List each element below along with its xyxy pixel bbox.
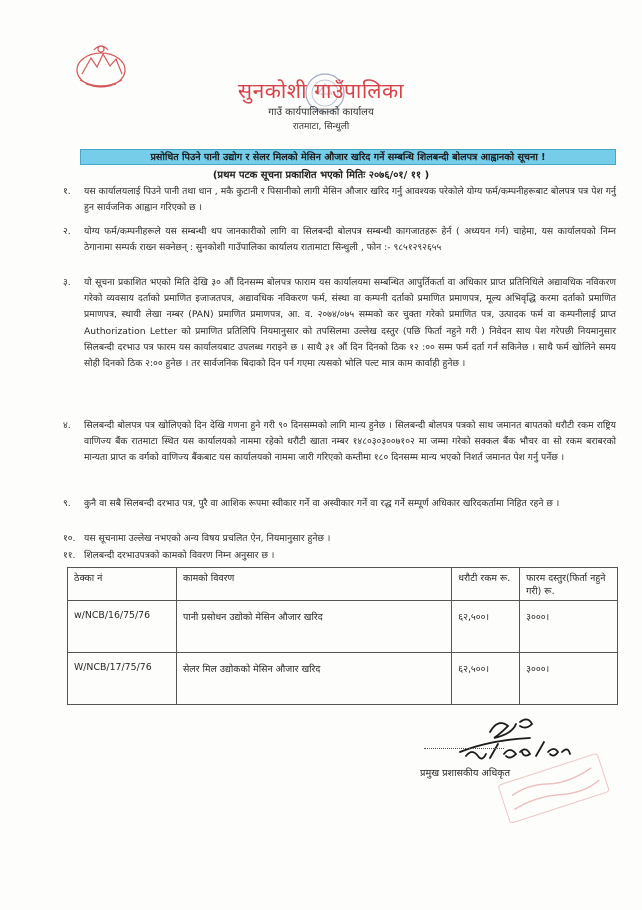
paragraph-text: यस सूचनामा उल्लेख नभएको अन्य विषय प्रचलित ऐन, नियमानुसार हुनेछ । (84, 533, 331, 544)
paragraph-number: १०. (63, 533, 76, 544)
cell-work-description: सेलर मिल उद्योकको मेसिन औजार खरिद (176, 653, 451, 705)
paragraph-text: यो सूचना प्रकाशित भएको मिति देखि ३० औं दिनसम्म बोलपत्र फाराम यस कार्यालयमा सम्बन्धित आपुर्तिकर्ता वा अधिकार प्राप्त प्रतिनिधिले अद्यावधिक नविकरण गरेको व्यवसाय दर्ताको प्रमाणित इजाजतपत्र, अद्यावधिक नविकरण फर्म, संस्था वा कम्पनी दर्ताको प्रमाणित प्रमाणपत्र, मूल्य अभिवृद्धि करमा दर्ताको प्रमाणित प्रमाणपत्र, स्थायी लेखा नम्बर (PAN) प्रमाणित प्रमाणपत्र, आ. व. २०७४/०७५ सम्मको कर चुक्ता गरेको प्रमाणित पत्र, उत्पादक फर्म वा कम्पनीलाई प्राप्त Authorization Letter को प्रमाणित प्रतिलिपि नियमानुसार को तपसिलमा उल्लेख दस्तुर (पछि फिर्ता नहुने गरी ) निवेदन साथ पेश गरेपछी नियमानुसार सिलबन्दी दरभाउ पत्र फारम यस कार्यालयबाट उपलब्ध गराइने छ । साथै ३१ औं दिन दिनको ठिक १२ :०० सम्म फर्म दर्ता गर्न सकिनेछ । साथै फर्म खोलिने समय सोही दिनको ठिक २:०० हुनेछ । तर सार्वजनिक बिदाको दिन पर्न गएमा त्यसको भोलि पल्ट मात्र काम कार्वाही हुनेछ । (84, 277, 616, 370)
paragraph-1 (63, 184, 616, 216)
table-row (68, 601, 618, 653)
paragraph-text: कुनै वा सबै सिलबन्दी दरभाउ पत्र, पुरै वा आशिक रूपमा स्वीकार गर्ने वा अस्वीकार गर्ने वा रद्ध गर्ने सम्पूर्ण अधिकार खरिदकर्तामा निहित रहने छ । (84, 498, 560, 509)
paragraph-9 (63, 496, 616, 512)
cell-work-description: पानी प्रसोधन उद्योको मेसिन औजार खरिद (176, 601, 451, 653)
org-name: सुनकोशी गाउँपालिका (237, 79, 405, 103)
works-table (67, 567, 618, 705)
paragraph-3 (63, 275, 616, 372)
table-row (68, 653, 618, 705)
office-name: गाउँ कार्यपालिकाको कार्यालय (268, 107, 374, 118)
signatory-title: प्रमुख प्रशासकीय अधिकृत (420, 768, 511, 779)
col-deposit-amount: धरौटी रकम रू. (452, 568, 520, 601)
paragraph-4 (63, 418, 616, 467)
paragraph-text: सिलबन्दी बोलपत्र पत्र खोलिएको दिन देखि गणना हुने गरी ९० दिनसम्मको लागि मान्य हुनेछ । सिलबन्दी बोलपत्र पत्रको साथ जमानत बापतको धरौटी रकम राष्ट्रिय वाणिज्य बैंक रातमाटा स्थित यस कार्यालयको नाममा रहेको धरौटी खाता नम्बर १४८०३०३००७१०२ मा जम्मा गरेको सक्कल बैंक भौचर वा सो रकम बराबरको मान्यता प्राप्त क वर्गको वाणिज्य बैंकबाट यस कार्यालयको नाममा जारी गरिएको कम्तीमा १८० दिनसम्म मान्य भएको निशर्त जमानत पेश गर्नु पर्नेछ । (84, 420, 616, 464)
paragraph-text: यस कार्यालयलाई पिउने पानी तथा धान , मकै कुटानी र पिसानीको लागी मेसिन औजार खरिद गर्नु आवश्यक परेकोले योग्य फर्म/कम्पनीहरूबाट बोलपत्र पत्र पेश गर्नु हुन सार्वजनिक आह्वान गरिएको छ । (84, 186, 616, 214)
paragraph-number: ११. (63, 550, 76, 561)
office-address: रातमाटा, सिन्धुली (292, 122, 350, 132)
col-contract-no: ठेक्का नं (68, 568, 177, 601)
cell-contract-no: w/NCB/16/75/76 (68, 601, 177, 653)
cell-deposit-amount: ६२,५००। (452, 653, 520, 705)
cell-deposit-amount: ६२,५००। (452, 601, 520, 653)
first-publication-date: (प्रथम पटक सूचना प्रकाशित भएको मितिः २०७६/०१/ ११ ) (212, 170, 430, 181)
paragraph-10 (63, 531, 616, 547)
paragraph-number: ३. (63, 277, 71, 288)
col-work-description: कामको विवरण (176, 568, 451, 601)
cell-contract-no: W/NCB/17/75/76 (68, 653, 177, 705)
table-header-row (68, 568, 618, 601)
paragraph-number: २. (63, 226, 71, 237)
signature-line (424, 748, 504, 749)
paragraph-2 (63, 224, 616, 256)
col-form-fee: फारम दस्तुर(फिर्ता नहुने गरी) रू. (520, 568, 618, 601)
notice-subject: प्रसोधित पिउने पानी उद्योग र सेलर मिलको मेसिन औजार खरिद गर्ने सम्बन्धि शिलबन्दी बोलपत्र आह्वानको सूचना ! (80, 149, 616, 165)
paragraph-number: ९. (63, 498, 71, 509)
cell-form-fee: ३०००। (520, 601, 618, 653)
cell-form-fee: ३०००। (520, 653, 618, 705)
paragraph-number: ४. (63, 420, 71, 431)
paragraph-text: शिलबन्दी दरभाउपत्रको कामको विवरण निम्न अनुसार छ । (84, 550, 275, 561)
paragraph-text: योग्य फर्म/कम्पनीहरूले यस सम्बन्धी थप जानकारीको लागि वा सिलबन्दी बोलपत्र सम्बन्धी कागजातहरू हेर्न ( अध्ययन गर्न) चाहेमा, यस कार्यालयको निम्न ठेगानामा सम्पर्क राख्न सक्नेछन् : सुनकोशी गाउँपालिका कार्यालय रातामाटा सिन्धुली , फोन :- ९८५१२९२६५५ (84, 226, 616, 254)
paragraph-11 (63, 548, 616, 564)
paragraph-number: १. (63, 186, 71, 197)
